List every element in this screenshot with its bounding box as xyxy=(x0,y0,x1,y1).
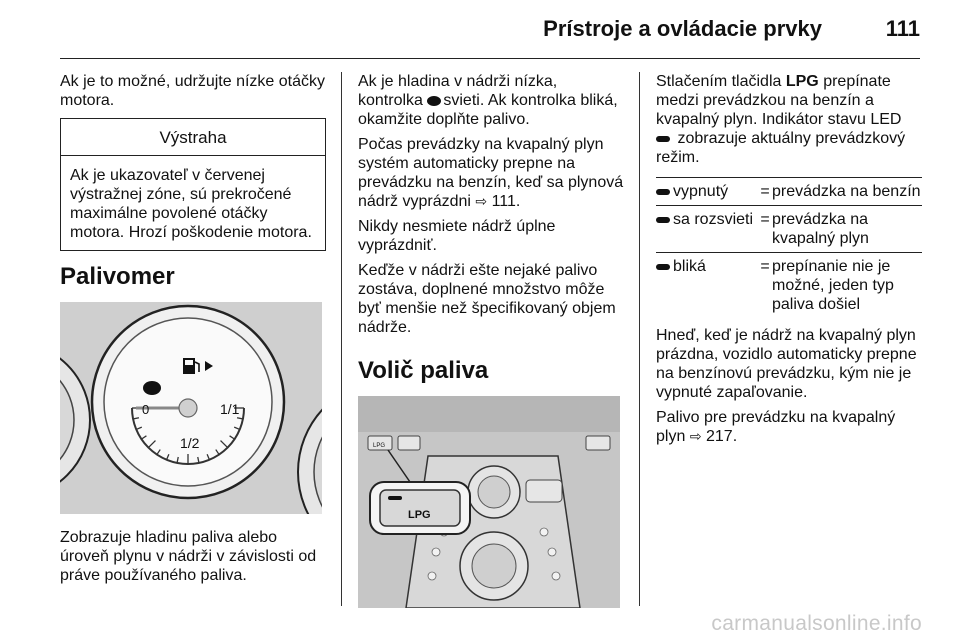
table-cell-eq: = xyxy=(760,258,770,275)
led-indicator-icon xyxy=(656,136,670,142)
gauge-label-full: 1/1 xyxy=(220,401,240,417)
table-cell-state: bliká xyxy=(656,257,758,314)
lpg-fuel-ref[interactable]: 217. xyxy=(706,428,738,445)
led-indicator-icon xyxy=(656,264,670,270)
table-cell-desc: prevádzka na benzín xyxy=(772,183,921,200)
table-row xyxy=(656,206,922,253)
table-cell-state: sa rozsvieti xyxy=(656,210,758,248)
led-indicator-icon xyxy=(656,217,670,223)
column-1 xyxy=(60,72,326,591)
low-fuel-text: Ak je hladina v nádrži nízka, kontrolka xyxy=(358,73,558,109)
column-3 xyxy=(656,72,922,452)
warning-text: Ak je ukazovateľ v červenej výstražnej zóne, sú prekročené maximálne povolené otáčky motora. Hrozí poškodenie motora. xyxy=(70,167,312,241)
fuel-warning-dot-icon xyxy=(143,381,161,395)
low-fuel-text-2: svieti. Ak kontrolka bliká, okamžite doplňte palivo. xyxy=(358,92,618,128)
column-divider-1 xyxy=(341,72,342,606)
intro-paragraph: Ak je to možné, udržujte nízke otáčky motora. xyxy=(60,73,326,109)
fuel-gauge-illustration xyxy=(60,302,322,514)
fuel-gauge-figure xyxy=(60,302,322,514)
lpg-button-text-b: prepínate medzi prevádzkou na benzín a kvapalný plyn. Indikátor stavu LED xyxy=(656,73,902,128)
gauge-label-zero: 0 xyxy=(142,402,150,417)
header-title: Prístroje a ovládacie prvky xyxy=(543,16,822,41)
warning-title: Výstraha xyxy=(61,119,325,156)
header-divider xyxy=(60,58,920,59)
lpg-fuel-text: Palivo pre prevádzku na kvapalný plyn xyxy=(656,409,896,445)
section-heading-fuel-gauge: Palivomer xyxy=(60,263,175,290)
arrow-reference-icon: ⇨ xyxy=(689,428,702,444)
lpg-switch-paragraph xyxy=(358,135,626,211)
table-row xyxy=(656,253,922,318)
arrow-reference-icon: ⇨ xyxy=(475,193,488,209)
gauge-label-half: 1/2 xyxy=(180,435,200,451)
column-divider-2 xyxy=(639,72,640,606)
lpg-button-paragraph xyxy=(656,72,922,167)
lpg-switch-ref[interactable]: 111. xyxy=(491,193,521,210)
led-indicator-icon xyxy=(656,189,670,195)
page-number: 111 xyxy=(885,16,920,41)
led-indicator-icon xyxy=(388,496,402,500)
lpg-button-name: LPG xyxy=(785,73,819,90)
fuel-warning-dot-icon xyxy=(427,96,441,106)
lpg-button-label: LPG xyxy=(408,509,431,521)
never-empty-paragraph: Nikdy nesmiete nádrž úplne vyprázdniť. xyxy=(358,218,556,254)
table-cell-desc: prevádzka na kvapalný plyn xyxy=(772,211,869,247)
low-fuel-paragraph xyxy=(358,72,626,129)
small-lpg-label: LPG xyxy=(373,443,386,449)
watermark: carmanualsonline.info xyxy=(711,612,922,635)
table-cell-eq: = xyxy=(760,211,770,228)
table-cell-desc: prepínanie nie je možné, jeden typ paliva došiel xyxy=(772,258,894,313)
lpg-button-text-c: zobrazuje aktuálny prevádzkový režim. xyxy=(656,130,906,166)
led-status-table xyxy=(656,177,922,318)
refuel-amount-paragraph: Keďže v nádrži ešte nejaké palivo zostáva, doplnené množstvo môže byť menšie než špecifikovaný objem nádrže. xyxy=(358,262,616,336)
fuel-selector-figure xyxy=(358,396,620,608)
section-heading-fuel-selector: Volič paliva xyxy=(358,357,489,384)
column-2 xyxy=(358,72,626,608)
lpg-button-text-a: Stlačením tlačidla xyxy=(656,73,782,90)
empty-lpg-paragraph: Hneď, keď je nádrž na kvapalný plyn prázdna, vozidlo automaticky prepne na benzínovú prevádzku, kým nie je vypnuté zapaľovanie. xyxy=(656,327,917,401)
table-cell-state: vypnutý xyxy=(656,182,758,201)
table-cell-eq: = xyxy=(760,183,770,200)
fuel-selector-illustration xyxy=(358,396,620,608)
lpg-switch-text: Počas prevádzky na kvapalný plyn systém automaticky prepne na prevádzku na benzín, keď sa plynová nádrž vyprázdni xyxy=(358,136,624,210)
table-row xyxy=(656,177,922,206)
lpg-fuel-paragraph xyxy=(656,408,922,446)
gauge-caption: Zobrazuje hladinu paliva alebo úroveň plynu v nádrži v závislosti od práve používaného paliva. xyxy=(60,529,317,584)
gauge-needle-hub xyxy=(179,399,197,417)
warning-box xyxy=(60,118,326,251)
